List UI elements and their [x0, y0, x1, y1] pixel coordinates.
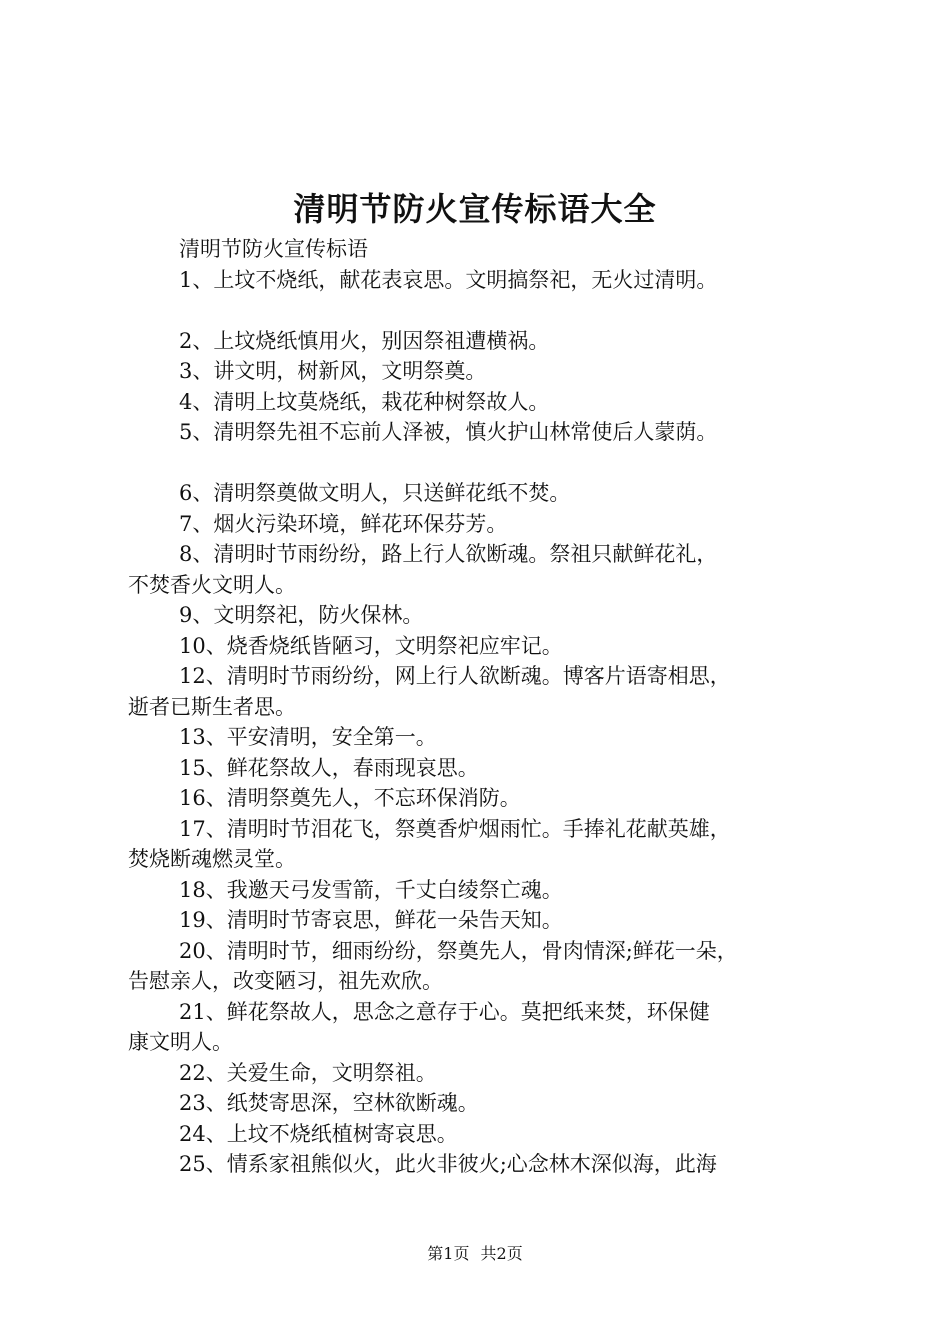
page-number-current: 第1页 — [427, 1244, 470, 1263]
slogan-line: 23、纸焚寄思深，空林欲断魂。 — [179, 1091, 479, 1115]
slogan-line: 20、清明时节，细雨纷纷，祭奠先人，骨肉情深;鲜花一朵， — [179, 938, 738, 963]
slogan-continuation-line: 焚烧断魂燃灵堂。 — [128, 847, 296, 871]
slogan-continuation-line: 逝者已斯生者思。 — [128, 694, 296, 719]
slogan-continuation-line: 康文明人。 — [128, 1030, 233, 1054]
slogan-line: 2、上坟烧纸慎用火，别因祭祖遭横祸。 — [179, 328, 550, 353]
document-title: 清明节防火宣传标语大全 — [293, 190, 657, 228]
slogan-line: 16、清明祭奠先人，不忘环保消防。 — [179, 786, 521, 810]
slogan-continuation-line: 告慰亲人，改变陋习，祖先欢欣。 — [128, 969, 443, 993]
slogan-line: 25、情系家祖熊似火，此火非彼火;心念林木深似海，此海 — [179, 1152, 717, 1176]
slogan-line: 12、清明时节雨纷纷，网上行人欲断魂。博客片语寄相思， — [179, 664, 731, 688]
slogan-line: 4、清明上坟莫烧纸，栽花种树祭故人。 — [179, 389, 550, 414]
page-footer — [0, 1243, 950, 1265]
slogan-line: 21、鲜花祭故人，思念之意存于心。莫把纸来焚，环保健 — [179, 999, 710, 1024]
slogan-line: 18、我邀天弓发雪箭，千丈白绫祭亡魂。 — [179, 877, 563, 902]
blank-line — [128, 295, 850, 326]
slogan-line: 13、平安清明，安全第一。 — [179, 725, 437, 749]
subtitle-line: 清明节防火宣传标语 — [179, 237, 368, 261]
slogan-line: 10、烧香烧纸皆陋习，文明祭祀应牢记。 — [179, 633, 563, 658]
slogan-continuation-line: 不焚香火文明人。 — [128, 572, 296, 597]
slogan-line: 6、清明祭奠做文明人，只送鲜花纸不焚。 — [179, 481, 571, 505]
slogan-line: 22、关爱生命，文明祭祖。 — [179, 1060, 437, 1085]
page-number-total: 共2页 — [480, 1244, 523, 1263]
slogan-line: 7、烟火污染环境，鲜花环保芬芳。 — [179, 511, 508, 536]
slogan-line: 19、清明时节寄哀思，鲜花一朵告天知。 — [179, 908, 563, 932]
slogan-line: 17、清明时节泪花飞，祭奠香炉烟雨忙。手捧礼花献英雄， — [179, 816, 731, 841]
slogan-line: 3、讲文明，树新风，文明祭奠。 — [179, 359, 487, 383]
slogan-line: 9、文明祭祀，防火保林。 — [179, 603, 424, 627]
slogan-line: 1、上坟不烧纸，献花表哀思。文明搞祭祀，无火过清明。 — [179, 267, 718, 292]
slogan-line: 8、清明时节雨纷纷，路上行人欲断魂。祭祖只献鲜花礼， — [179, 542, 718, 566]
document-body — [128, 234, 850, 1180]
slogan-line: 24、上坟不烧纸植树寄哀思。 — [179, 1121, 458, 1146]
slogan-line: 15、鲜花祭故人，春雨现哀思。 — [179, 755, 479, 780]
blank-line — [128, 448, 850, 479]
slogan-line: 5、清明祭先祖不忘前人泽被，慎火护山林常使后人蒙荫。 — [179, 420, 718, 444]
